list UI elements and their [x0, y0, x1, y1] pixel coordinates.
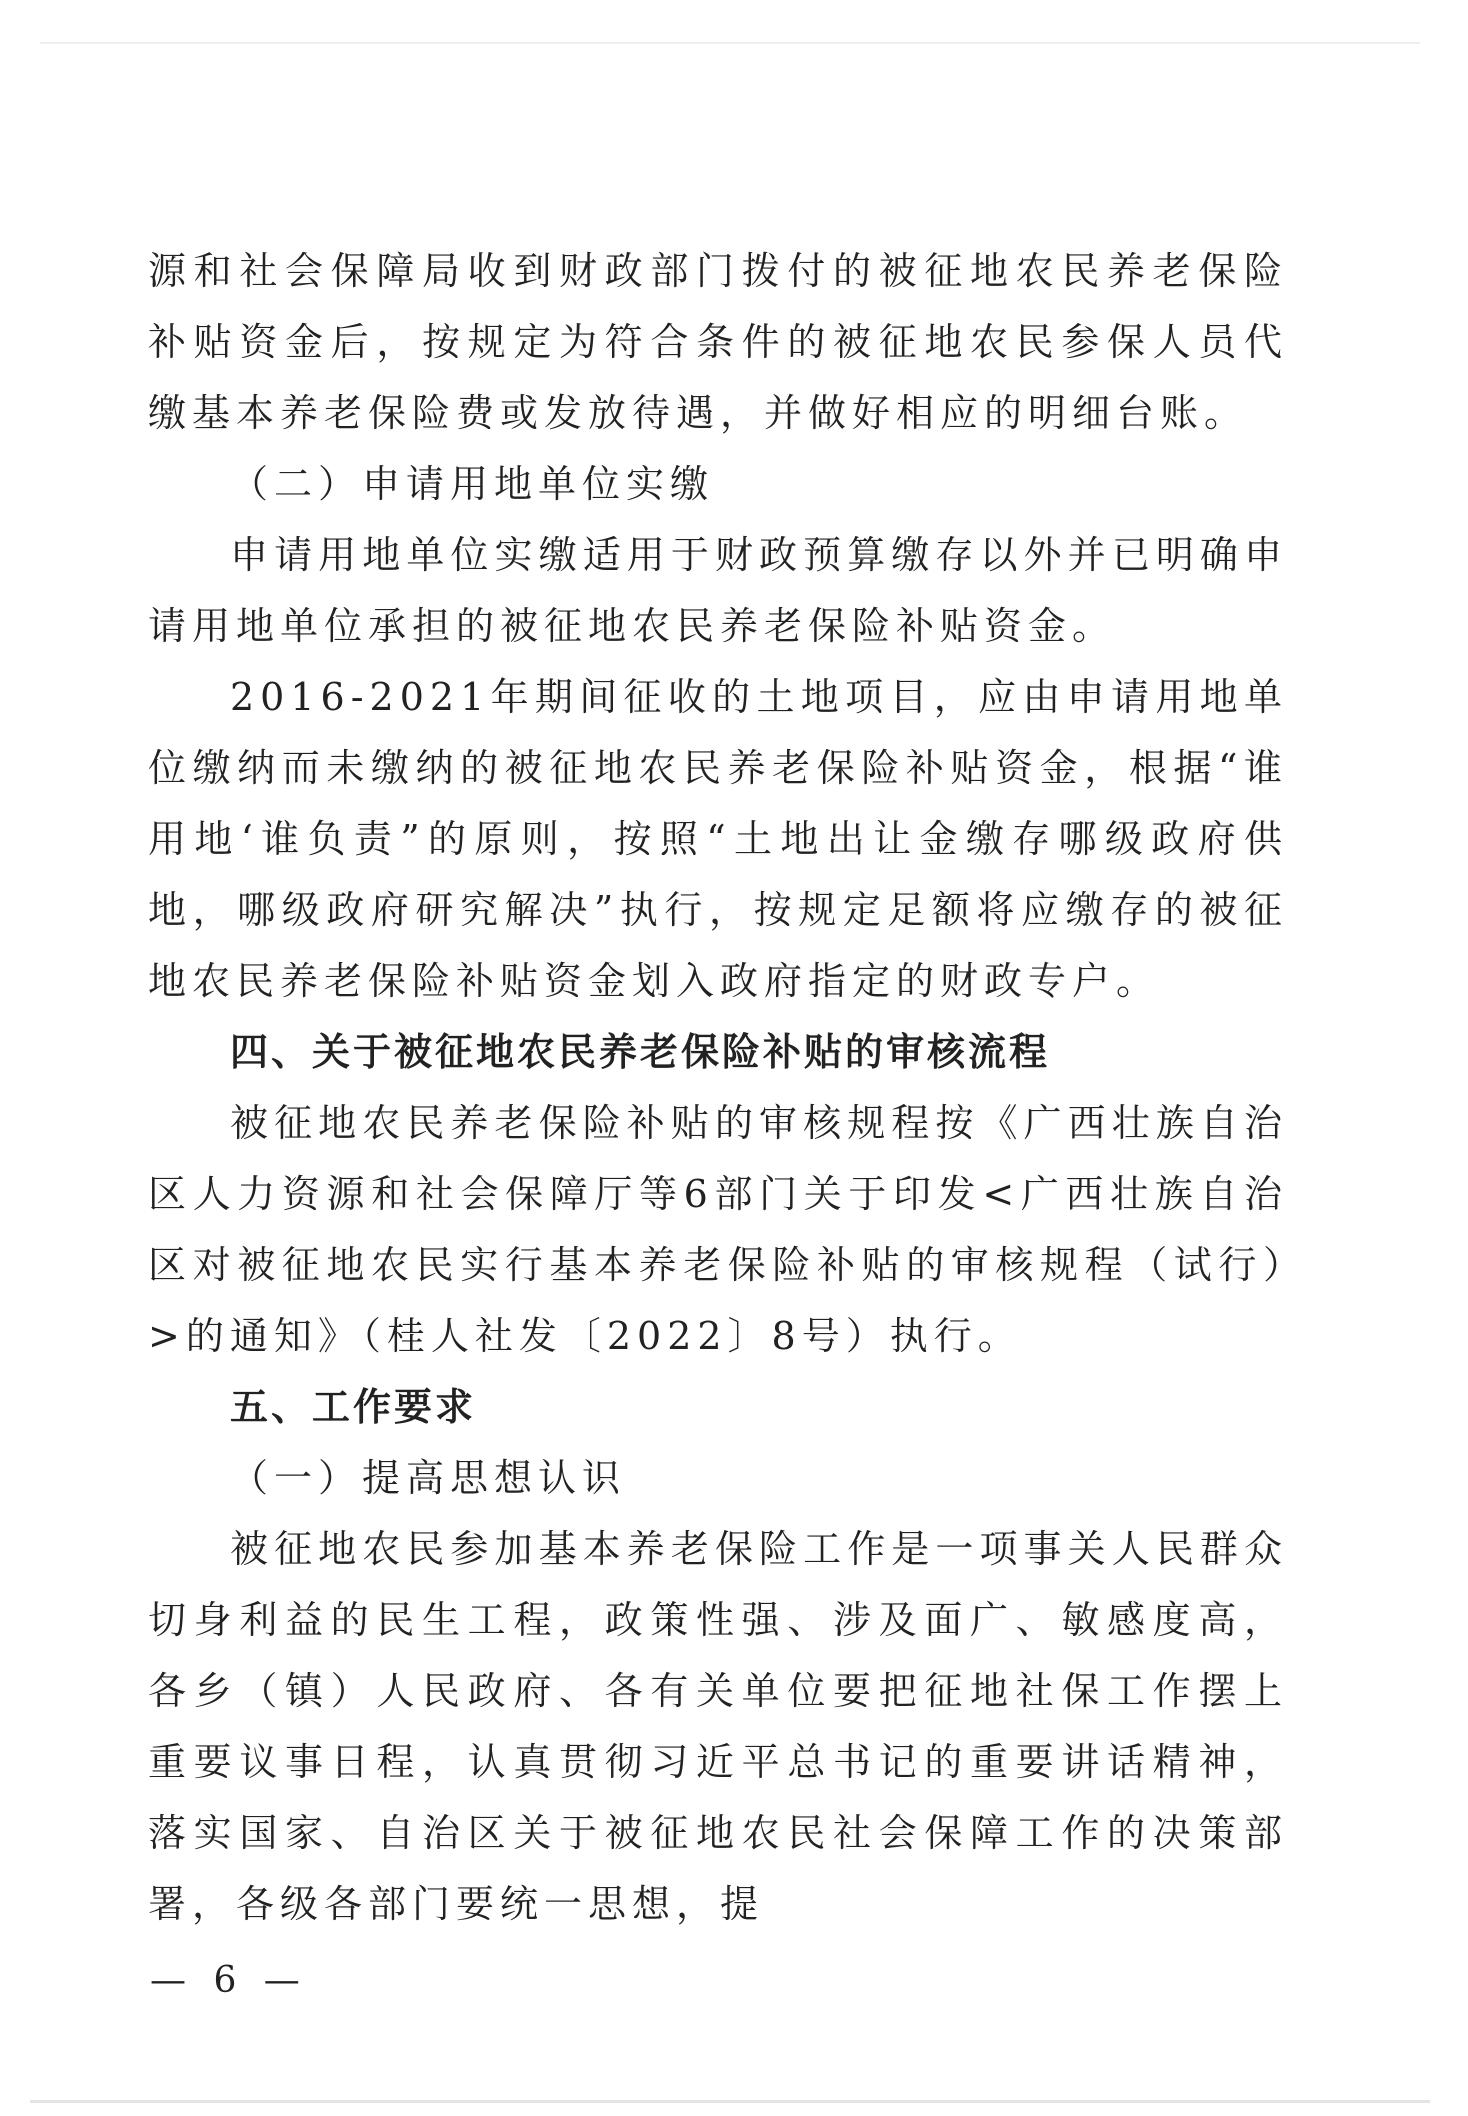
section-heading-review-process: 四、关于被征地农民养老保险补贴的审核流程 [230, 1030, 1051, 1074]
paragraph-review-process: 被征地农民养老保险补贴的审核规程按《广西壮族自治区人力资源和社会保障厅等6部门关于印发<广西壮族自治区对被征地农民实行基本养老保险补贴的审核规程（试行）>的通知》（桂人社发〔2022〕8号）执行。 [148, 1101, 1288, 1358]
subheading-applicant-payment: （二）申请用地单位实缴 [230, 462, 715, 506]
page-number: — 6 — [150, 1960, 308, 2001]
subheading-raise-awareness: （一）提高思想认识 [230, 1456, 627, 1500]
paragraph-raise-awareness: 被征地农民参加基本养老保险工作是一项事关人民群众切身利益的民生工程，政策性强、涉及面广、敏感度高，各乡（镇）人民政府、各有关单位要把征地社保工作摆上重要议事日程，认真贯彻习近平总书记的重要讲话精神，落实国家、自治区关于被征地农民社会保障工作的决策部署，各级各部门要统一思想，提 [148, 1527, 1288, 1926]
section-heading-work-requirements: 五、工作要求 [230, 1385, 477, 1429]
paragraph-2016-2021-projects: 2016-2021年期间征收的土地项目，应由申请用地单位缴纳而未缴纳的被征地农民养老保险补贴资金，根据“谁用地‘谁负责”的原则，按照“土地出让金缴存哪级政府供地，哪级政府研究解决”执行，按规定足额将应缴存的被征地农民养老保险补贴资金划入政府指定的财政专户。 [148, 675, 1288, 1003]
scan-edge-bottom [30, 2100, 1430, 2103]
paragraph-applicant-payment: 申请用地单位实缴适用于财政预算缴存以外并已明确申请用地单位承担的被征地农民养老保险补贴资金。 [148, 533, 1288, 648]
paragraph-continuation: 源和社会保障局收到财政部门拨付的被征地农民养老保险补贴资金后，按规定为符合条件的被征地农民参保人员代缴基本养老保险费或发放待遇，并做好相应的明细台账。 [148, 249, 1288, 435]
scan-edge-top [40, 42, 1420, 44]
body-text [148, 236, 1288, 1940]
